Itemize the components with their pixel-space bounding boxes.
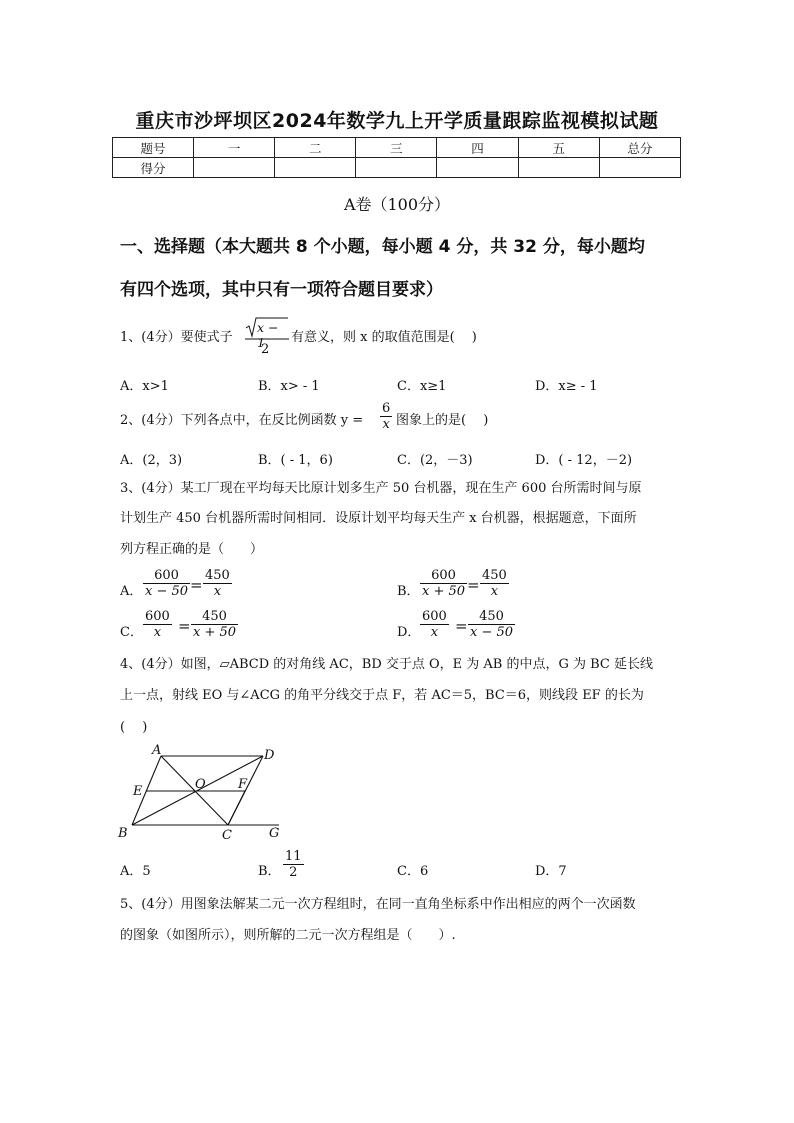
score-blank bbox=[599, 158, 680, 178]
q4-option-b-fraction bbox=[283, 849, 304, 880]
score-blank bbox=[275, 158, 356, 178]
score-cell: 五 bbox=[518, 138, 599, 158]
q2-option-a[interactable]: A．(2，3) bbox=[120, 453, 183, 468]
q3-a-eq: = bbox=[190, 576, 203, 594]
q4-b-num: 11 bbox=[285, 849, 302, 864]
q3-c-rn: 450 bbox=[202, 609, 227, 624]
parallelogram-figure bbox=[112, 740, 292, 845]
q3-b-left-frac bbox=[420, 568, 467, 599]
label-d: D bbox=[264, 748, 275, 763]
q3-d-right-frac bbox=[468, 609, 515, 640]
q1-option-b[interactable]: B．x> - 1 bbox=[258, 379, 320, 394]
score-table bbox=[112, 137, 681, 178]
label-c: C bbox=[222, 828, 232, 843]
q3-a-rn: 450 bbox=[205, 568, 230, 583]
q3-d-ln: 600 bbox=[422, 609, 447, 624]
q3-b-right-frac bbox=[480, 568, 509, 599]
q3-d-ld: x bbox=[420, 624, 449, 640]
score-cell: 总分 bbox=[599, 138, 680, 158]
q3-line2: 计划生产 450 台机器所需时间相同．设原计划平均每天生产 x 台机器，根据题意，下面所 bbox=[120, 511, 637, 526]
score-blank bbox=[518, 158, 599, 178]
q3-c-left-frac bbox=[143, 609, 172, 640]
q5-line1: 5、(4分）用图象法解某二元一次方程组时，在同一直角坐标系中作出相应的两个一次函数 bbox=[120, 897, 636, 912]
q1-radicand: x − 1 bbox=[257, 320, 279, 350]
q3-a-ln: 600 bbox=[154, 568, 179, 583]
q1-option-c[interactable]: C．x≥1 bbox=[397, 379, 447, 394]
exam-title: 重庆市沙坪坝区2024年数学九上开学质量跟踪监视模拟试题 bbox=[135, 110, 659, 132]
section-heading-line2: 有四个选项，其中只有一项符合题目要求） bbox=[120, 280, 443, 300]
score-blank bbox=[437, 158, 518, 178]
q3-a-left-frac bbox=[143, 568, 190, 599]
q1-prefix: 1、(4分）要使式子 bbox=[120, 330, 233, 345]
q3-d-eq: = bbox=[455, 617, 468, 635]
q2-frac-den: x bbox=[380, 416, 392, 432]
score-cell: 四 bbox=[437, 138, 518, 158]
q3-option-c-label[interactable]: C． bbox=[120, 625, 143, 640]
label-e: E bbox=[133, 784, 143, 799]
q3-line1: 3、(4分）某工厂现在平均每天比原计划多生产 50 台机器，现在生产 600 台所需时间与原 bbox=[120, 481, 642, 496]
label-b: B bbox=[118, 826, 128, 841]
q3-option-b-label[interactable]: B． bbox=[397, 584, 420, 599]
volume-title: A卷（100分） bbox=[343, 195, 451, 214]
q4-line3: ( ) bbox=[120, 720, 148, 735]
q3-b-ln: 600 bbox=[431, 568, 456, 583]
score-cell: 二 bbox=[275, 138, 356, 158]
q2-fraction bbox=[380, 401, 392, 432]
score-cell: 题号 bbox=[113, 138, 194, 158]
q3-c-ln: 600 bbox=[145, 609, 170, 624]
label-o: O bbox=[195, 777, 206, 792]
q3-b-rd: x bbox=[480, 583, 509, 599]
q3-d-left-frac bbox=[420, 609, 449, 640]
score-blank bbox=[194, 158, 275, 178]
score-blank bbox=[356, 158, 437, 178]
q4-line2: 上一点，射线 EO 与∠ACG 的角平分线交于点 F，若 AC＝5，BC＝6，则线段 EF 的长为 bbox=[120, 688, 644, 703]
q4-line1: 4、(4分）如图，▱ABCD 的对角线 AC，BD 交于点 O，E 为 AB 的中点，G 为 BC 延长线 bbox=[120, 657, 654, 672]
q3-c-right-frac bbox=[191, 609, 238, 640]
q3-c-ld: x bbox=[143, 624, 172, 640]
q4-option-a[interactable]: A．5 bbox=[120, 864, 151, 879]
q1-option-a[interactable]: A．x>1 bbox=[120, 379, 169, 394]
q3-b-rn: 450 bbox=[482, 568, 507, 583]
q3-c-rd: x + 50 bbox=[193, 625, 237, 640]
q4-option-b[interactable]: B． bbox=[258, 864, 281, 879]
q3-b-eq: = bbox=[467, 576, 480, 594]
section-heading-line1: 一、选择题（本大题共 8 个小题，每小题 4 分，共 32 分，每小题均 bbox=[120, 237, 645, 257]
label-g: G bbox=[269, 826, 280, 841]
score-cell: 三 bbox=[356, 138, 437, 158]
q3-option-a-label[interactable]: A． bbox=[120, 584, 143, 599]
score-header-row bbox=[113, 138, 681, 158]
q1-suffix: 有意义，则 x 的取值范围是( ) bbox=[291, 330, 477, 345]
label-f: F bbox=[238, 777, 248, 792]
q3-option-d-label[interactable]: D． bbox=[397, 625, 421, 640]
label-a: A bbox=[152, 743, 162, 758]
q2-option-b[interactable]: B．( - 1，6) bbox=[258, 453, 333, 468]
q2-frac-num: 6 bbox=[382, 401, 391, 416]
q3-a-rd: x bbox=[203, 583, 232, 599]
q2-suffix: 图象上的是( ) bbox=[396, 413, 489, 428]
q1-option-d[interactable]: D．x≥ - 1 bbox=[535, 379, 598, 394]
q2-prefix: 2、(4分）下列各点中，在反比例函数 y = bbox=[120, 413, 364, 428]
q3-c-eq: = bbox=[178, 617, 191, 635]
q2-option-c[interactable]: C．(2，－3) bbox=[397, 453, 473, 468]
q4-b-den: 2 bbox=[283, 864, 304, 880]
q3-a-ld: x − 50 bbox=[145, 584, 189, 599]
score-cell: 一 bbox=[194, 138, 275, 158]
q4-option-c[interactable]: C．6 bbox=[397, 864, 429, 879]
q1-expression bbox=[244, 316, 290, 362]
q1-denominator: 2 bbox=[261, 342, 270, 357]
q5-line2: 的图象（如图所示），则所解的二元一次方程组是（ ）. bbox=[120, 928, 456, 943]
bisector-cf bbox=[228, 791, 245, 825]
q2-option-d[interactable]: D．( - 12，－2) bbox=[535, 453, 633, 468]
score-cell: 得分 bbox=[113, 158, 194, 178]
q3-a-right-frac bbox=[203, 568, 232, 599]
score-value-row bbox=[113, 158, 681, 178]
q4-option-d[interactable]: D．7 bbox=[535, 864, 567, 879]
q3-line3: 列方程正确的是（ ） bbox=[120, 542, 264, 557]
q3-d-rn: 450 bbox=[479, 609, 504, 624]
q3-d-rd: x − 50 bbox=[470, 625, 514, 640]
q3-b-ld: x + 50 bbox=[422, 584, 466, 599]
